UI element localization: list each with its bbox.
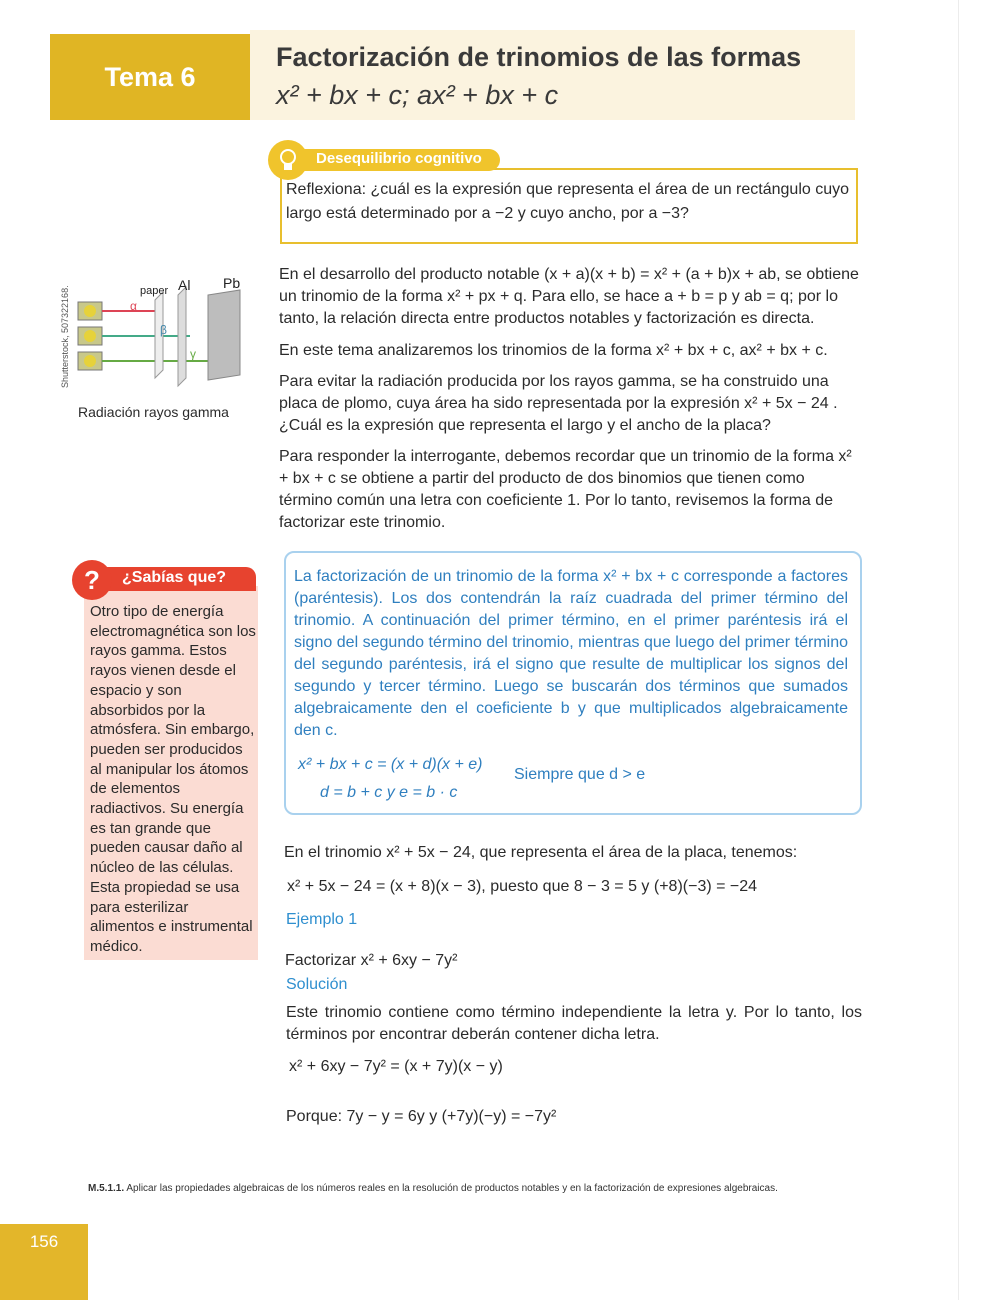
footnote-text: Aplicar las propiedades algebraicas de los números reales en la resolución de productos notables y en la factorización de expresiones algebraicas.	[126, 1183, 778, 1194]
label-paper: paper	[140, 285, 169, 297]
definition-relations: d = b + c y e = b · c	[320, 784, 458, 801]
figure-credit: Shutterstock, 507322168.	[60, 285, 70, 388]
page-title-formula: x² + bx + c; ax² + bx + c	[276, 80, 559, 110]
sabias-que-text: Otro tipo de energía electromagnética son los rayos gamma. Estos rayos vienen desde el espacio y son absorbidos por la atmósfera. Sin embargo, pueden ser producidos al manipular los átomos de elementos radiactivos. Su energía es tan grande que pueden causar daño al núcleo de las células. Esta propiedad se usa para esterilizar alimentos e instrumental médico.	[90, 603, 256, 955]
solucion-formula: x² + 6xy − 7y² = (x + 7y)(x − y)	[289, 1058, 503, 1075]
lightbulb-icon	[268, 140, 308, 180]
solucion-justificacion: Porque: 7y − y = 6y y (+7y)(−y) = −7y²	[286, 1108, 557, 1125]
page-number: 156	[29, 1232, 59, 1251]
question-icon: ?	[84, 564, 100, 595]
page-edge-line	[958, 0, 959, 1300]
label-al: Al	[178, 277, 191, 293]
paragraph-tema: En este tema analizaremos los trinomios de la forma x² + bx + c, ax² + bx + c.	[279, 342, 828, 359]
paragraph-respuesta: Para responder la interrogante, debemos recordar que un trinomio de la forma x² + bx + c se obtiene a partir del producto de dos binomios que tienen como término común una letra con coeficiente 1. Por lo tanto, revisemos la forma de factorizar este trinomio.	[279, 448, 852, 531]
figure-caption: Radiación rayos gamma	[78, 404, 229, 420]
definition-formula: x² + bx + c = (x + d)(x + e)	[298, 756, 483, 773]
paragraph-trinomio: En el trinomio x² + 5x − 24, que representa el área de la placa, tenemos:	[284, 844, 798, 861]
page-title: Factorización de trinomios de las formas	[276, 42, 802, 72]
solucion-text: Este trinomio contiene como término independiente la letra y. Por lo tanto, los términos por encontrar deberán contener dicha letra.	[286, 1004, 862, 1043]
radiation-figure	[60, 270, 260, 390]
paragraph-producto-notable: En el desarrollo del producto notable (x + a)(x + b) = x² + (a + b)x + ab, se obtiene un trinomio de la forma x² + px + q. Para ello, se hace a + b = p y ab = q; por lo tanto, la relación directa entre productos notables y factorización es directa.	[279, 266, 859, 327]
desequilibrio-title: Desequilibrio cognitivo	[316, 150, 482, 167]
formula-placa: x² + 5x − 24 = (x + 8)(x − 3), puesto que 8 − 3 = 5 y (+8)(−3) = −24	[287, 878, 758, 895]
label-beta: β	[160, 323, 167, 337]
sabias-que-title: ¿Sabías que?	[122, 569, 227, 586]
footnote-code: M.5.1.1.	[88, 1183, 125, 1194]
definition-condition: Siempre que d > e	[514, 766, 646, 783]
solucion-label: Solución	[286, 976, 348, 993]
label-alpha: α	[130, 299, 137, 313]
footnote	[88, 1183, 778, 1194]
label-gamma: γ	[190, 347, 196, 361]
desequilibrio-text: Reflexiona: ¿cuál es la expresión que representa el área de un rectángulo cuyo largo está determinado por a −2 y cuyo ancho, por a −3?	[286, 181, 850, 222]
paragraph-problema: Para evitar la radiación producida por los rayos gamma, se ha construido una placa de plomo, cuya área ha sido representada por la expresión x² + 5x − 24 . ¿Cuál es la expresión que representa el largo y el ancho de la placa?	[279, 373, 838, 434]
label-pb: Pb	[223, 275, 241, 291]
tema-label: Tema 6	[104, 61, 196, 92]
ejemplo-label: Ejemplo 1	[286, 911, 358, 928]
definition-text: La factorización de un trinomio de la forma x² + bx + c corresponde a factores (paréntesis). Los dos contendrán la raíz cuadrada del primer término del trinomio. A continuación del primer término, en el primer paréntesis irá el signo del segundo término del trinomio, mientras que luego del primer término del segundo paréntesis, irá el signo que resulte de multiplicar los signos del segundo y tercer término. Luego se buscarán dos términos que sumados algebraicamente den el coeficiente b y que multiplicados algebraicamente den c.	[294, 568, 848, 739]
ejemplo-enunciado: Factorizar x² + 6xy − 7y²	[285, 952, 458, 969]
